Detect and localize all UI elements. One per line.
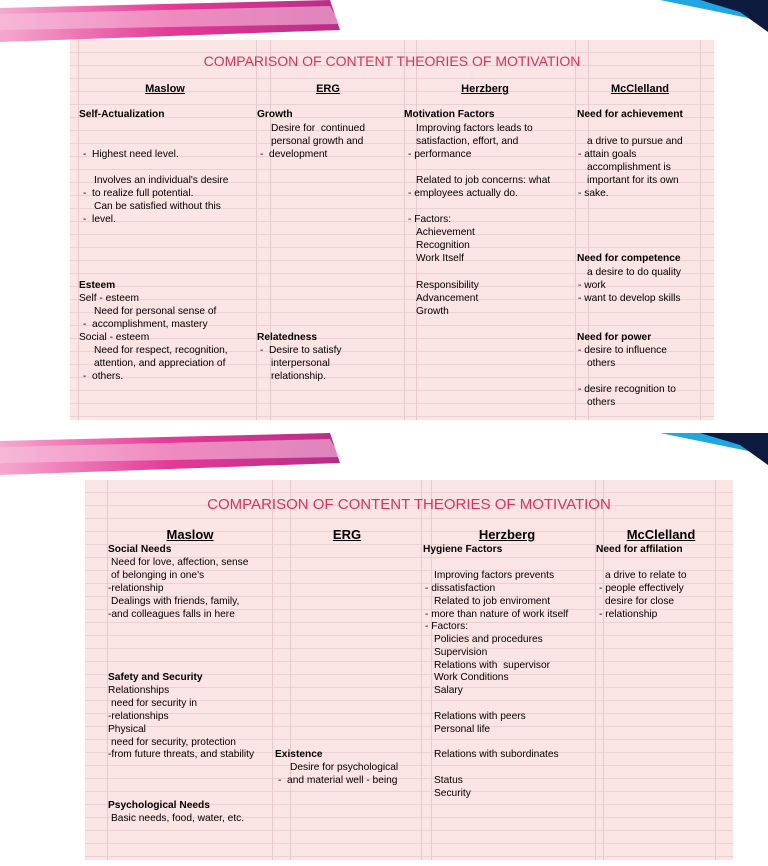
herzberg-text: - more than nature of work itself xyxy=(425,609,569,620)
maslow-text: Involves an individual's desire xyxy=(94,175,229,186)
maslow-text: Self-Actualization xyxy=(79,109,165,120)
herzberg-text: Hygiene Factors xyxy=(423,544,503,555)
maslow-text: Safety and Security xyxy=(108,672,203,683)
herzberg-text: Personal life xyxy=(434,724,491,735)
comparison-table xyxy=(85,480,733,860)
herzberg-text: Relations with subordinates xyxy=(434,749,559,760)
maslow-text: Need for personal sense of xyxy=(94,306,217,317)
mcclelland-text: - attain goals xyxy=(578,149,637,160)
herzberg-text: Status xyxy=(434,775,463,786)
herzberg-text: Salary xyxy=(434,685,463,696)
erg-text: - development xyxy=(260,149,328,160)
mcclelland-text: a drive to relate to xyxy=(605,570,687,581)
herzberg-text: - performance xyxy=(408,149,472,160)
herzberg-text: Work Conditions xyxy=(434,672,509,683)
maslow-text: -and colleagues falls in here xyxy=(108,609,235,620)
mcclelland-text: Need for achievement xyxy=(577,109,683,120)
maslow-text: Self - esteem xyxy=(79,293,140,304)
herzberg-text: - Factors: xyxy=(425,621,469,632)
mcclelland-text: a drive to pursue and xyxy=(587,136,683,147)
erg-text: Existence xyxy=(275,749,323,760)
erg-text: Relatedness xyxy=(257,332,318,343)
maslow-text: need for security, protection xyxy=(111,737,236,748)
herzberg-text: Improving factors prevents xyxy=(434,570,555,581)
herzberg-text: Relations with supervisor xyxy=(434,660,551,671)
column-header-erg: ERG xyxy=(332,527,362,542)
maslow-text: -relationship xyxy=(108,583,164,594)
mcclelland-text: Need for competence xyxy=(577,253,681,264)
herzberg-text: Related to job concerns: what xyxy=(416,175,551,186)
herzberg-text: Improving factors leads to xyxy=(416,123,533,134)
erg-text: Desire for continued xyxy=(271,123,366,134)
herzberg-text: Growth xyxy=(416,306,449,317)
mcclelland-text: others xyxy=(587,397,616,408)
maslow-text: need for security in xyxy=(111,698,198,709)
mcclelland-text: - desire recognition to xyxy=(578,384,676,395)
maslow-text: of belonging in one's xyxy=(111,570,205,581)
mcclelland-text: accomplishment is xyxy=(587,162,671,173)
column-header-mcclelland: McClelland xyxy=(610,83,670,95)
maslow-text: Dealings with friends, family, xyxy=(111,596,240,607)
maslow-text: Can be satisfied without this xyxy=(94,201,221,212)
column-header-maslow: Maslow xyxy=(145,83,185,95)
erg-text: personal growth and xyxy=(271,136,364,147)
mcclelland-text: Need for affilation xyxy=(596,544,683,555)
herzberg-text: satisfaction, effort, and xyxy=(416,136,519,147)
erg-text: - and material well - being xyxy=(278,775,398,786)
slide-2 xyxy=(0,433,768,866)
maslow-text: - Highest need level. xyxy=(83,149,179,160)
maslow-text: - level. xyxy=(83,214,116,225)
column-header-herzberg: Herzberg xyxy=(461,83,509,95)
erg-text: interpersonal xyxy=(271,358,330,369)
herzberg-text: Supervision xyxy=(434,647,488,658)
maslow-text: Psychological Needs xyxy=(108,800,210,811)
herzberg-text: - employees actually do. xyxy=(408,188,518,199)
mcclelland-text: important for its own xyxy=(587,175,679,186)
maslow-text: Physical xyxy=(108,724,146,735)
maslow-text: -relationships xyxy=(108,711,169,722)
maslow-text: - others. xyxy=(83,371,124,382)
column-header-herzberg: Herzberg xyxy=(478,527,536,542)
herzberg-text: Motivation Factors xyxy=(404,109,495,120)
herzberg-text: Recognition xyxy=(416,240,470,251)
comparison-table xyxy=(70,40,714,420)
mcclelland-text: - want to develop skills xyxy=(578,293,681,304)
herzberg-text: Policies and procedures xyxy=(434,634,543,645)
mcclelland-text: - work xyxy=(578,280,606,291)
maslow-text: attention, and appreciation of xyxy=(94,358,226,369)
mcclelland-text: - relationship xyxy=(599,609,658,620)
mcclelland-text: Need for power xyxy=(577,332,652,343)
herzberg-text: Achievement xyxy=(416,227,475,238)
maslow-text: Social - esteem xyxy=(79,332,150,343)
herzberg-text: Advancement xyxy=(416,293,479,304)
slide-title: COMPARISON OF CONTENT THEORIES OF MOTIVATION xyxy=(207,496,611,513)
erg-text: - Desire to satisfy xyxy=(260,345,342,356)
mcclelland-text: desire for close xyxy=(605,596,675,607)
herzberg-text: Responsibility xyxy=(416,280,479,291)
maslow-text: - accomplishment, mastery xyxy=(83,319,208,330)
erg-text: Growth xyxy=(257,109,293,120)
mcclelland-text: - people effectively xyxy=(599,583,684,594)
maslow-text: Need for respect, recognition, xyxy=(94,345,228,356)
herzberg-text: Security xyxy=(434,788,471,799)
column-header-mcclelland: McClelland xyxy=(626,527,696,542)
herzberg-text: - Factors: xyxy=(408,214,452,225)
maslow-text: Need for love, affection, sense xyxy=(111,557,249,568)
maslow-text: Social Needs xyxy=(108,544,172,555)
maslow-text: Esteem xyxy=(79,280,116,291)
herzberg-text: Relations with peers xyxy=(434,711,526,722)
mcclelland-text: - sake. xyxy=(578,188,609,199)
herzberg-text: - dissatisfaction xyxy=(425,583,496,594)
maslow-text: -from future threats, and stability xyxy=(108,749,255,760)
mcclelland-text: - desire to influence xyxy=(578,345,667,356)
maslow-text: Basic needs, food, water, etc. xyxy=(111,813,245,824)
erg-text: Desire for psychological xyxy=(290,762,399,773)
maslow-text: Relationships xyxy=(108,685,170,696)
erg-text: relationship. xyxy=(271,371,326,382)
mcclelland-text: others xyxy=(587,358,616,369)
maslow-text: - to realize full potential. xyxy=(83,188,194,199)
herzberg-text: Work Itself xyxy=(416,253,464,264)
column-header-maslow: Maslow xyxy=(166,527,214,542)
herzberg-text: Related to job enviroment xyxy=(434,596,551,607)
mcclelland-text: a desire to do quality xyxy=(587,267,682,278)
column-header-erg: ERG xyxy=(316,83,340,95)
slide-title: COMPARISON OF CONTENT THEORIES OF MOTIVATION xyxy=(203,53,581,69)
